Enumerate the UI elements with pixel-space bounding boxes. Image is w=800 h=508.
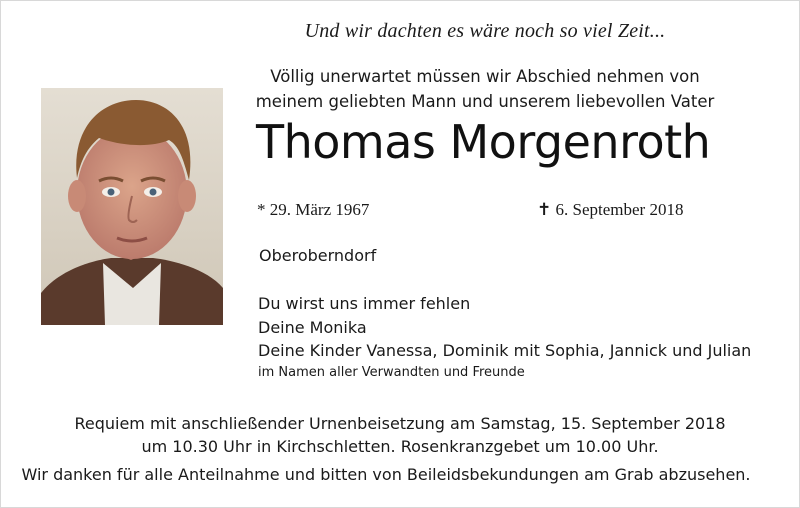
mourners-line: Deine Monika xyxy=(258,317,367,337)
mourners-line: Deine Kinder Vanessa, Dominik mit Sophia, Jannick und Julian xyxy=(258,341,752,360)
death-date: ✝ 6. September 2018 xyxy=(537,200,684,219)
service-line: Requiem mit anschließender Urnenbeisetzung am Samstag, 15. September 2018 xyxy=(74,414,726,433)
motto-text: Und wir dachten es wäre noch so viel Zeit... xyxy=(304,20,666,42)
thanks-text: Wir danken für alle Anteilnahme und bitten von Beileidsbekundungen am Grab abzusehen. xyxy=(21,465,751,484)
mourners-block xyxy=(258,292,778,383)
portrait-photo xyxy=(41,88,223,325)
mourners-line: Du wirst uns immer fehlen xyxy=(258,294,471,313)
intro-line: Völlig unerwartet müssen wir Abschied nehmen von xyxy=(270,67,700,86)
deceased-name: Thomas Morgenroth xyxy=(256,115,711,169)
service-line: um 10.30 Uhr in Kirchschletten. Rosenkranzgebet um 10.00 Uhr. xyxy=(141,437,659,456)
birth-date: * 29. März 1967 xyxy=(257,200,370,219)
intro-line: meinem geliebten Mann und unserem liebevollen Vater xyxy=(255,92,715,111)
intro-text xyxy=(240,64,730,114)
service-info xyxy=(0,412,800,458)
mourners-line: im Namen aller Verwandten und Freunde xyxy=(258,364,525,380)
hometown: Oberoberndorf xyxy=(259,246,377,265)
